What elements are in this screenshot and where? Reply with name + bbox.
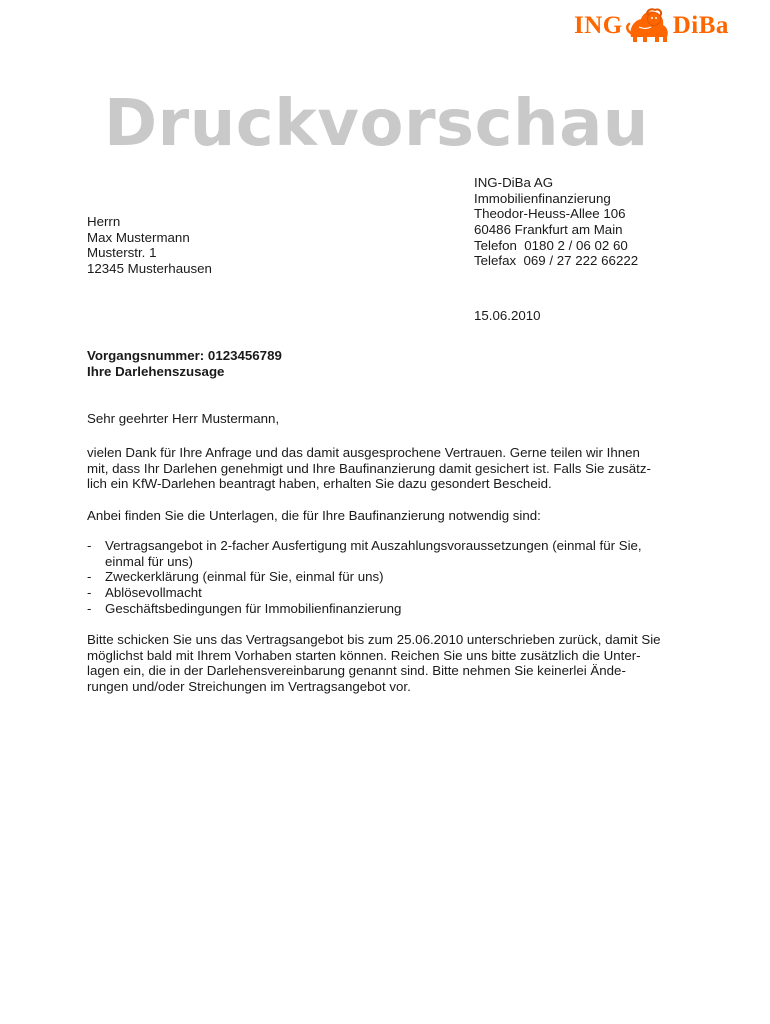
list-item-text: Zweckerklärung (einmal für Sie, einmal für uns) bbox=[105, 569, 384, 585]
lion-icon bbox=[625, 7, 671, 45]
sender-address bbox=[474, 175, 638, 269]
paragraph-intro bbox=[87, 445, 651, 492]
list-item-text: Vertragsangebot in 2-facher Ausfertigung mit Auszahlungsvoraussetzungen (einmal für Sie, bbox=[105, 538, 642, 553]
paragraph-line: vielen Dank für Ihre Anfrage und das damit ausgesprochene Vertrauen. Gerne teilen wir Ihnen bbox=[87, 445, 640, 460]
recipient-address bbox=[87, 214, 212, 277]
list-item-text: einmal für uns) bbox=[105, 553, 193, 569]
paragraph-line: möglichst bald mit Ihrem Vorhaben starten können. Reichen Sie uns bitte zusätzlich die Unter- bbox=[87, 647, 641, 663]
logo-text-diba: DiBa bbox=[672, 12, 729, 39]
sender-line: Theodor-Heuss-Allee 106 bbox=[474, 206, 626, 222]
list-dash: - bbox=[87, 538, 92, 553]
print-preview-watermark: Druckvorschau bbox=[104, 87, 649, 161]
subject-title: Ihre Darlehenszusage bbox=[87, 363, 225, 379]
recipient-line: Musterstr. 1 bbox=[87, 245, 157, 261]
recipient-line: Herrn bbox=[87, 214, 121, 229]
sender-phone: Telefon 0180 2 / 06 02 60 bbox=[474, 237, 628, 253]
letter-date: 15.06.2010 bbox=[474, 308, 541, 323]
sender-fax: Telefax 069 / 27 222 66222 bbox=[474, 253, 639, 269]
ing-diba-logo bbox=[574, 6, 764, 46]
recipient-line: Max Mustermann bbox=[87, 229, 190, 245]
reference-number: Vorgangsnummer: 0123456789 bbox=[87, 348, 282, 363]
recipient-line: 12345 Musterhausen bbox=[87, 261, 212, 277]
paragraph-line: mit, dass Ihr Darlehen genehmigt und Ihre Baufinanzierung damit gesichert ist. Falls Sie zusätz- bbox=[87, 460, 651, 476]
list-dash: - bbox=[87, 585, 92, 601]
paragraph-documents: Anbei finden Sie die Unterlagen, die für Ihre Baufinanzierung notwendig sind: bbox=[87, 508, 541, 523]
list-item-text: Ablösevollmacht bbox=[105, 585, 202, 601]
letter-subject bbox=[87, 348, 282, 379]
list-dash: - bbox=[87, 600, 92, 616]
sender-line: ING-DiBa AG bbox=[474, 175, 554, 190]
paragraph-line: lagen ein, die in der Darlehensvereinbarung genannt sind. Bitte nehmen Sie keinerlei Ände- bbox=[87, 663, 626, 679]
sender-line: 60486 Frankfurt am Main bbox=[474, 222, 623, 238]
paragraph-line: rungen und/oder Streichungen im Vertragsangebot vor. bbox=[87, 679, 411, 695]
sender-line: Immobilienfinanzierung bbox=[474, 190, 611, 206]
paragraph-line: Bitte schicken Sie uns das Vertragsangebot bis zum 25.06.2010 unterschrieben zurück, damit Sie bbox=[87, 632, 661, 647]
list-item-text: Geschäftsbedingungen für Immobilienfinanzierung bbox=[105, 600, 402, 616]
salutation: Sehr geehrter Herr Mustermann, bbox=[87, 411, 280, 426]
paragraph-instructions bbox=[87, 632, 661, 695]
logo-text-ing: ING bbox=[574, 12, 623, 39]
paragraph-line: lich ein KfW-Darlehen beantragt haben, erhalten Sie dazu gesondert Bescheid. bbox=[87, 476, 552, 492]
list-dash: - bbox=[87, 569, 92, 585]
